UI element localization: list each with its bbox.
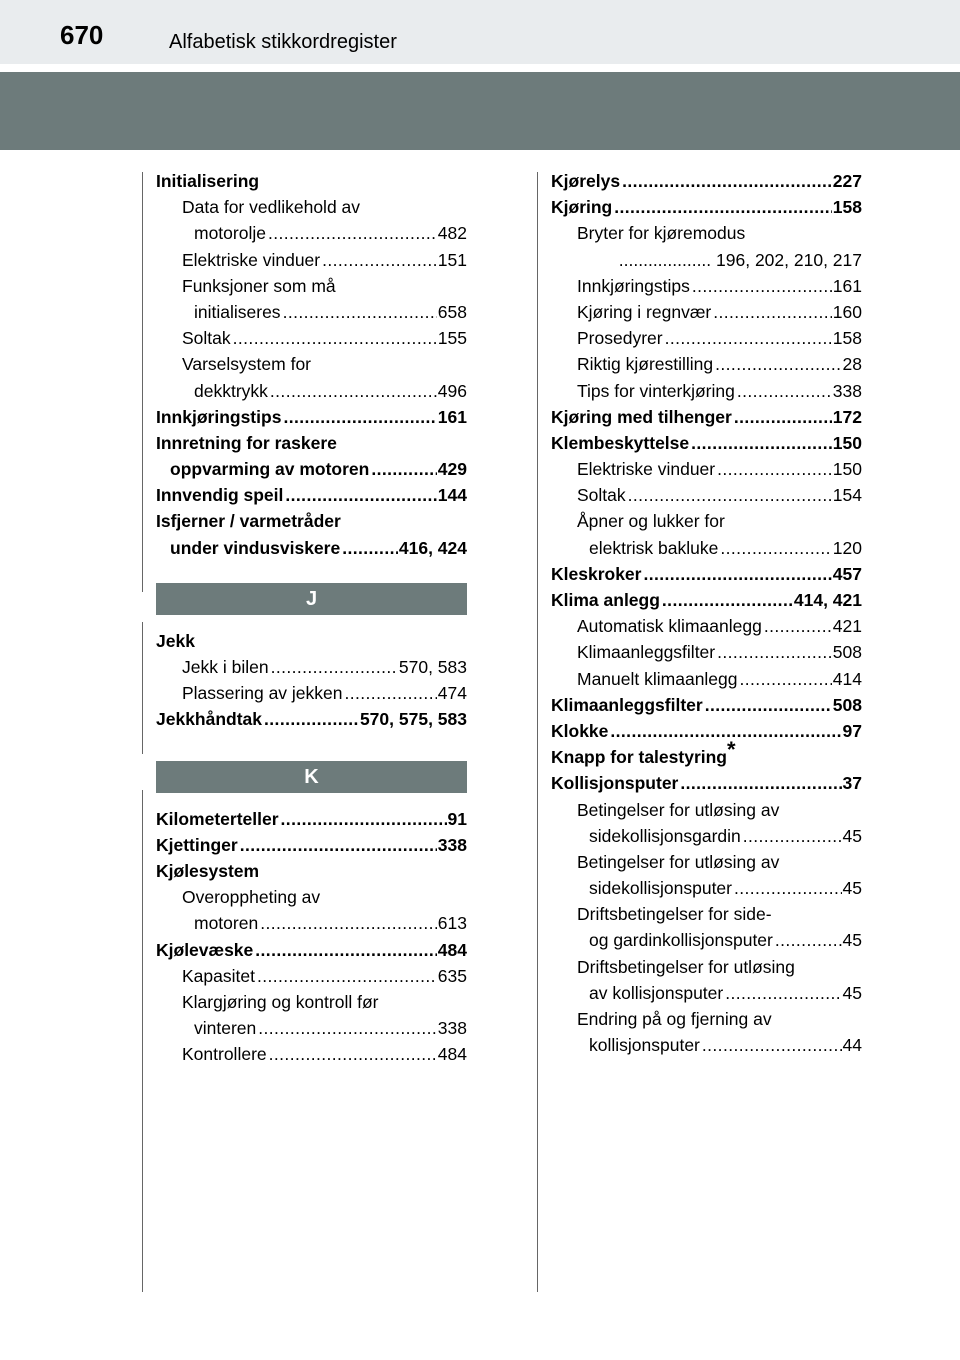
index-column-left	[156, 168, 467, 1067]
index-subentry: Bryter for kjøremodus	[577, 223, 746, 244]
index-entry: under vindusviskere ..... 416, 424	[156, 535, 467, 561]
index-subentry: initialiseres ..... 658	[156, 299, 467, 325]
section-header-k: K	[156, 761, 467, 793]
index-subentry: Kapasitet ..... 635	[156, 963, 467, 989]
index-subentry: Klargjøring og kontroll før	[182, 991, 379, 1012]
index-subentry: sidekollisjonsgardin ..... 45	[551, 823, 862, 849]
index-subentry: vinteren ..... 338	[156, 1015, 467, 1041]
index-subentry: Funksjoner som må	[182, 275, 336, 296]
column-rule	[142, 622, 143, 754]
page-number: 670	[60, 20, 104, 50]
index-subentry: Soltak ..... 154	[551, 482, 862, 508]
index-subentry: Åpner og lukker for	[577, 511, 725, 532]
index-subentry: Endring på og fjerning av	[577, 1009, 772, 1029]
index-subentry: Data for vedlikehold av	[182, 197, 361, 218]
footnote-asterisk: *	[727, 737, 736, 763]
index-subentry: Kontrollere ..... 484	[156, 1041, 467, 1067]
index-subentry: Jekk i bilen ..... 570, 583	[156, 654, 467, 680]
index-subentry: Betingelser for utløsing av	[577, 799, 780, 820]
column-rule	[142, 790, 143, 1292]
index-subentry: Automatisk klimaanlegg ..... 421	[551, 613, 862, 639]
index-entry: Knapp for talestyring*	[551, 737, 736, 768]
page-title: Alfabetisk stikkordregister	[169, 31, 397, 53]
index-subentry: Driftsbetingelser for side-	[577, 904, 772, 925]
index-entry: Kleskroker ..... 457	[551, 561, 862, 587]
index-subentry: Varselsystem for	[182, 354, 312, 375]
index-entry: Isfjerner / varmetråder	[156, 511, 341, 532]
index-subentry: Tips for vinterkjøring ..... 338	[551, 378, 862, 404]
index-subentry: av kollisjonsputer ..... 45	[551, 980, 862, 1006]
index-entry: Kjølesystem	[156, 860, 260, 881]
index-subentry: kollisjonsputer ..... 44	[551, 1032, 862, 1058]
index-subentry: Prosedyrer ..... 158	[551, 325, 862, 351]
index-entry: Kjøring ..... 158	[551, 194, 862, 220]
index-entry: Kjørelys ..... 227	[551, 168, 862, 194]
index-entry: Klima anlegg ..... 414, 421	[551, 587, 862, 613]
index-subentry: Elektriske vinduer ..... 150	[551, 456, 862, 482]
index-subentry-pages: ................... 196, 202, 210, 217	[618, 249, 862, 270]
index-entry: Kjøring med tilhenger ..... 172	[551, 404, 862, 430]
column-rule	[537, 172, 538, 1292]
header-bar	[0, 0, 960, 64]
index-entry: Innretning for raskere	[156, 432, 337, 453]
index-subentry: sidekollisjonsputer ..... 45	[551, 875, 862, 901]
index-entry: Kollisjonsputer ..... 37	[551, 770, 862, 796]
index-subentry: og gardinkollisjonsputer ..... 45	[551, 927, 862, 953]
index-entry: Kilometerteller ..... 91	[156, 806, 467, 832]
index-subentry: Overoppheting av	[182, 887, 321, 908]
index-entry: Klokke ..... 97	[551, 718, 862, 744]
column-rule	[142, 172, 143, 592]
index-subentry: Betingelser for utløsing av	[577, 851, 780, 872]
index-column-right	[551, 168, 862, 1058]
header-band	[0, 72, 960, 150]
index-entry: Klimaanleggsfilter ..... 508	[551, 692, 862, 718]
index-entry: Innvendig speil ..... 144	[156, 482, 467, 508]
index-subentry: Innkjøringstips ..... 161	[551, 273, 862, 299]
index-entry: Jekkhåndtak ..... 570, 575, 583	[156, 706, 467, 732]
index-entry: Kjettinger ..... 338	[156, 832, 467, 858]
index-entry: Initialisering	[156, 171, 260, 191]
index-subentry: Klimaanleggsfilter ..... 508	[551, 639, 862, 665]
index-subentry: motorolje ..... 482	[156, 220, 467, 246]
index-entry: Jekk	[156, 630, 195, 651]
index-subentry: Plassering av jekken ..... 474	[156, 680, 467, 706]
index-entry: Kjølevæske ..... 484	[156, 937, 467, 963]
index-subentry: Riktig kjørestilling ..... 28	[551, 351, 862, 377]
index-subentry: Driftsbetingelser for utløsing	[577, 956, 795, 977]
index-subentry: motoren ..... 613	[156, 910, 467, 936]
index-subentry: Soltak ..... 155	[156, 325, 467, 351]
index-subentry: Elektriske vinduer ..... 151	[156, 247, 467, 273]
index-entry: oppvarming av motoren ..... 429	[156, 456, 467, 482]
index-subentry: Kjøring i regnvær ..... 160	[551, 299, 862, 325]
index-subentry: dekktrykk ..... 496	[156, 378, 467, 404]
index-subentry: elektrisk bakluke ..... 120	[551, 535, 862, 561]
index-entry: Klembeskyttelse ..... 150	[551, 430, 862, 456]
index-entry: Innkjøringstips ..... 161	[156, 404, 467, 430]
index-subentry: Manuelt klimaanlegg ..... 414	[551, 666, 862, 692]
section-header-j: J	[156, 583, 467, 615]
